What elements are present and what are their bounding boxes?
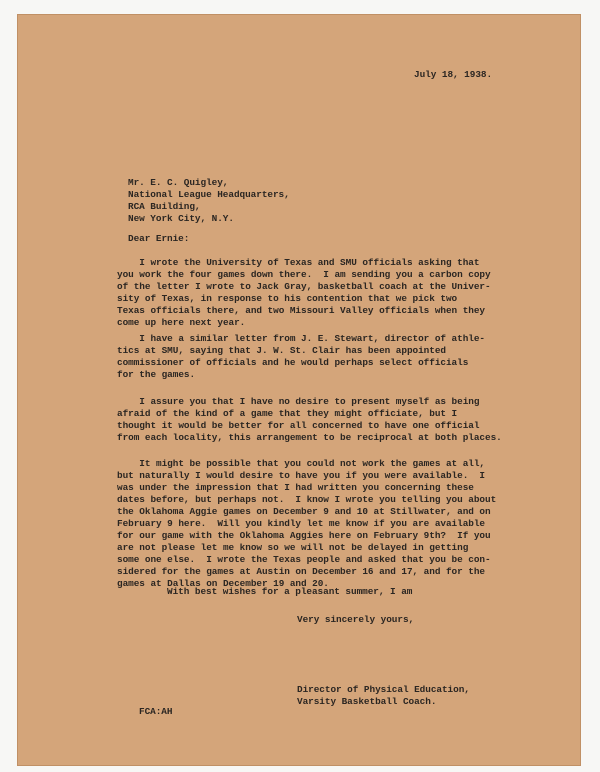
recipient-address	[128, 177, 290, 225]
paragraph-line: February 9 here. Will you kindly let me know if you are available	[117, 518, 486, 529]
paragraph-line: It might be possible that you could not work the games at all,	[117, 458, 486, 469]
paragraph-line: I wrote the University of Texas and SMU officials asking that	[117, 257, 480, 268]
paragraph-line: Texas officials there, and two Missouri Valley officials when they	[117, 305, 486, 316]
signature-title-line: Director of Physical Education,	[297, 684, 470, 695]
paragraph-line: dates before, but perhaps not. I know I wrote you telling you about	[117, 494, 497, 505]
address-line: New York City, N.Y.	[128, 213, 234, 224]
paragraph-line: for the games.	[117, 369, 196, 380]
paragraph-line: thought it would be better for all concerned to have one official	[117, 420, 480, 431]
paragraph-line: are not please let me know so we will not be delayed in getting	[117, 542, 469, 553]
closing-line: With best wishes for a pleasant summer, I am	[167, 586, 413, 597]
paragraph-line: was under the impression that I had written you concerning these	[117, 482, 474, 493]
body-paragraph-1	[117, 257, 491, 329]
paragraph-line: games at Dallas on December 19 and 20.	[117, 578, 329, 589]
letter-date: July 18, 1938.	[414, 69, 493, 80]
paragraph-line: tics at SMU, saying that J. W. St. Clair has been appointed	[117, 345, 446, 356]
salutation: Dear Ernie:	[128, 233, 190, 244]
paragraph-line: for our game with the Oklahoma Aggies here on February 9th? If you	[117, 530, 491, 541]
paragraph-line: come up here next year.	[117, 317, 246, 328]
body-paragraph-4	[117, 458, 496, 590]
body-paragraph-3	[117, 396, 502, 444]
paragraph-line: but naturally I would desire to have you if you were available. I	[117, 470, 486, 481]
paragraph-line: commissioner of officials and he would perhaps select officials	[117, 357, 469, 368]
paragraph-line: sidered for the games at Austin on December 16 and 17, and for the	[117, 566, 486, 577]
paragraph-line: you work the four games down there. I am sending you a carbon copy	[117, 269, 491, 280]
signature-title-line: Varsity Basketball Coach.	[297, 696, 437, 707]
paragraph-line: sity of Texas, in response to his contention that we pick two	[117, 293, 458, 304]
paragraph-line: of the letter I wrote to Jack Gray, basketball coach at the Univer-	[117, 281, 491, 292]
signature-title	[297, 684, 470, 708]
address-line: Mr. E. C. Quigley,	[128, 177, 229, 188]
letter-sheet	[17, 14, 581, 766]
body-paragraph-2	[117, 333, 485, 381]
reference-initials: FCA:AH	[139, 706, 173, 717]
paragraph-line: afraid of the kind of a game that they might officiate, but I	[117, 408, 458, 419]
paragraph-line: from each locality, this arrangement to be reciprocal at both places.	[117, 432, 502, 443]
address-line: National League Headquarters,	[128, 189, 290, 200]
address-line: RCA Building,	[128, 201, 201, 212]
paragraph-line: I assure you that I have no desire to present myself as being	[117, 396, 480, 407]
paragraph-line: I have a similar letter from J. E. Stewart, director of athle-	[117, 333, 486, 344]
paragraph-line: some one else. I wrote the Texas people and asked that you be con-	[117, 554, 491, 565]
paragraph-line: the Oklahoma Aggie games on December 9 and 10 at Stillwater, and on	[117, 506, 491, 517]
signoff: Very sincerely yours,	[297, 614, 415, 625]
